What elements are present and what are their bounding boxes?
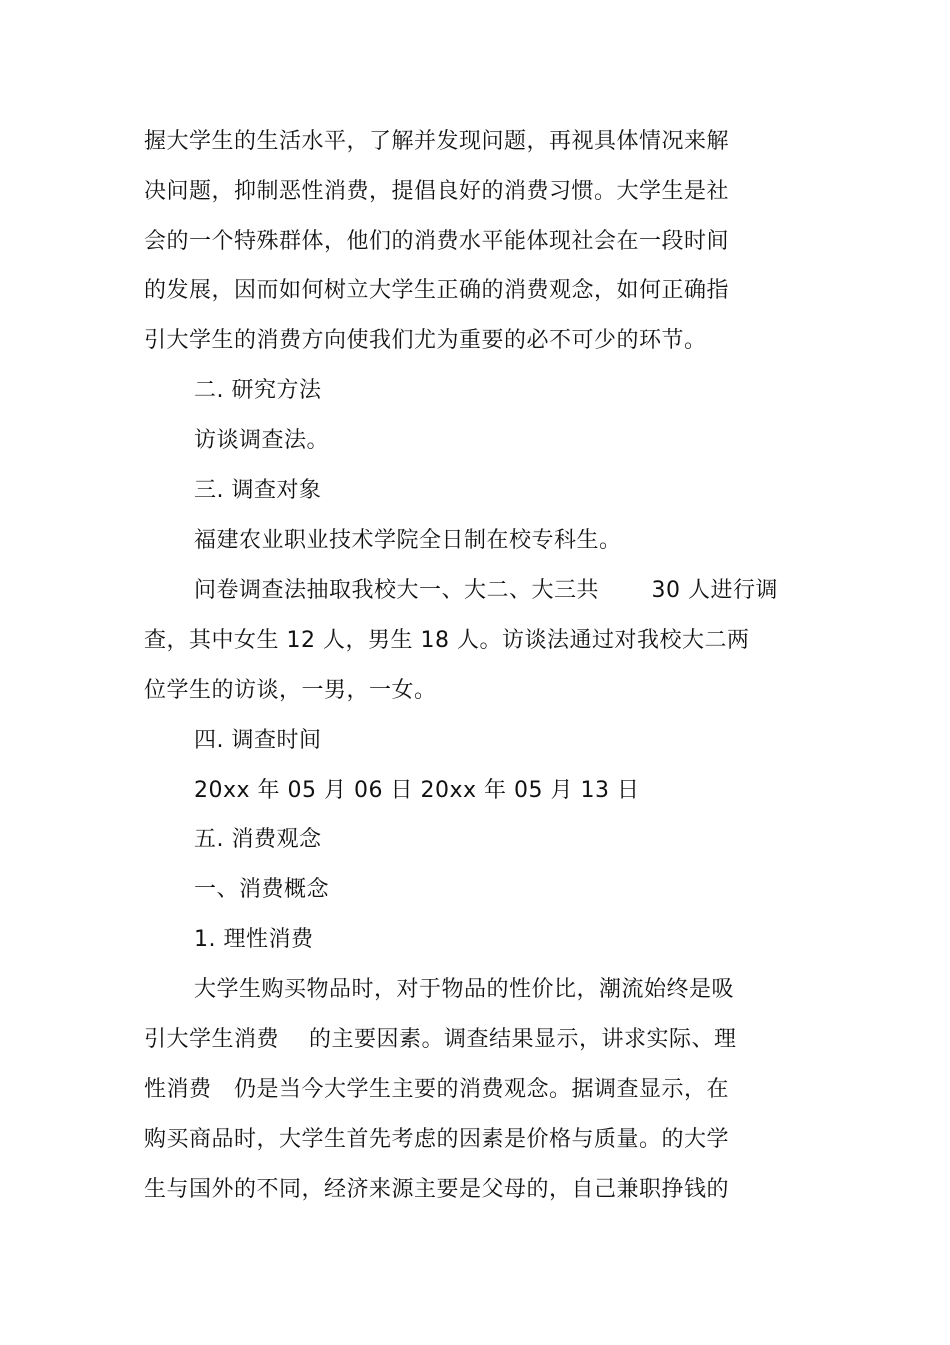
section-heading: 三. 调查对象 — [194, 478, 322, 503]
section-heading: 五. 消费观念 — [194, 827, 322, 852]
paragraph-line: 握大学生的生活水平，了解并发现问题，再视具体情况来解 — [144, 129, 730, 154]
paragraph-line: 访谈调查法。 — [194, 428, 330, 453]
paragraph-line: 问卷调查法抽取我校大一、大二、大三共 30 人进行调 — [194, 578, 778, 603]
paragraph-line: 会的一个特殊群体，他们的消费水平能体现社会在一段时间 — [144, 229, 730, 254]
section-heading: 二. 研究方法 — [194, 378, 322, 403]
paragraph-line: 查，其中女生 12 人，男生 18 人。访谈法通过对我校大二两 — [144, 628, 750, 653]
paragraph-line: 引大学生的消费方向使我们尤为重要的必不可少的环节。 — [144, 328, 707, 353]
paragraph-line: 决问题，抑制恶性消费，提倡良好的消费习惯。大学生是社 — [144, 179, 730, 204]
paragraph-line: 福建农业职业技术学院全日制在校专科生。 — [194, 528, 622, 553]
section-heading: 四. 调查时间 — [194, 728, 322, 753]
date-range: 20xx 年 05 月 06 日 20xx 年 05 月 13 日 — [194, 778, 640, 803]
paragraph-line: 生与国外的不同，经济来源主要是父母的，自己兼职挣钱的 — [144, 1177, 730, 1202]
paragraph-line: 位学生的访谈，一男，一女。 — [144, 678, 437, 703]
subsection-heading: 一、消费概念 — [194, 877, 330, 902]
paragraph-line: 购买商品时，大学生首先考虑的因素是价格与质量。的大学 — [144, 1127, 730, 1152]
subsection-heading: 1. 理性消费 — [194, 927, 314, 952]
paragraph-line: 引大学生消费 的主要因素。调查结果显示，讲求实际、理 — [144, 1027, 737, 1052]
paragraph-line: 的发展，因而如何树立大学生正确的消费观念，如何正确指 — [144, 278, 730, 303]
paragraph-line: 性消费 仍是当今大学生主要的消费观念。据调查显示，在 — [144, 1077, 730, 1102]
paragraph-line: 大学生购买物品时，对于物品的性价比，潮流始终是吸 — [194, 977, 735, 1002]
